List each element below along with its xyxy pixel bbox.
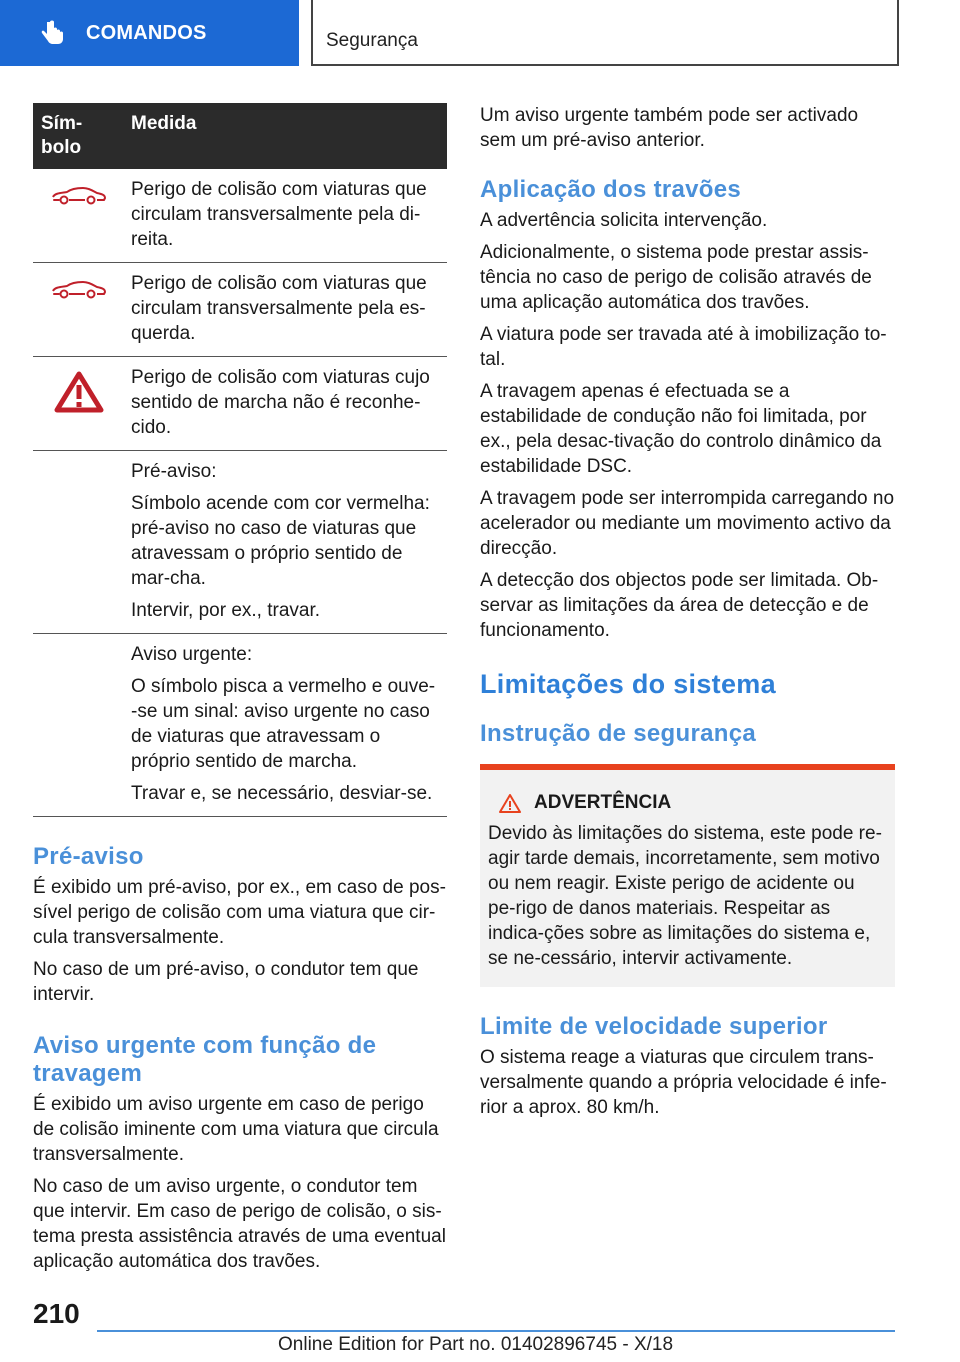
paragraph: É exibido um pré-aviso, por ex., em caso de pos-sível perigo de colisão com uma viatura que cir-cula transversalmente. (33, 877, 446, 948)
col-header-symbol-1: Sím- (41, 113, 83, 134)
warning-triangle-icon (54, 371, 104, 413)
left-column (33, 103, 447, 1281)
paragraph: O sistema reage a viaturas que circulem trans-versalmente quando a própria velocidade é infe-rior a aprox. 80 km/h. (480, 1047, 887, 1118)
table-row (33, 357, 447, 451)
heading-instrucao-seguranca: Instrução de segurança (480, 720, 757, 747)
chapter-tab[interactable] (0, 0, 299, 66)
right-column (480, 103, 895, 1127)
warning-triangle-icon (498, 793, 522, 814)
heading-aplicacao-travoes: Aplicação dos travões (480, 176, 742, 203)
paragraph: É exibido um aviso urgente em caso de perigo de colisão iminente com uma viatura que circula transversalmente. (33, 1094, 439, 1165)
row-text: Perigo de colisão com viaturas que circulam transversalmente pela di-reita. (131, 179, 427, 250)
col-header-symbol-2: bolo (41, 137, 82, 158)
car-cross-traffic-left-icon (49, 277, 109, 299)
heading-limitacoes: Limitações do sistema (480, 669, 776, 699)
paragraph: A detecção dos objectos pode ser limitada. Ob-servar as limitações da área de detecção e de funcionamento. (480, 570, 879, 641)
row-text: Intervir, por ex., travar. (131, 600, 321, 621)
paragraph: No caso de um pré-aviso, o condutor tem que intervir. (33, 959, 419, 1005)
table-row (33, 263, 447, 357)
table-row (33, 169, 447, 263)
paragraph: A advertência solicita intervenção. (480, 210, 768, 231)
col-header-symbol (33, 103, 123, 169)
paragraph: A travagem pode ser interrompida carregando no acelerador ou mediante um movimento activo da direcção. (480, 488, 895, 559)
section-label: Segurança (326, 30, 418, 51)
paragraph: A viatura pode ser travada até à imobilização to-tal. (480, 324, 887, 370)
warning-title: ADVERTÊNCIA (534, 792, 672, 813)
footer-divider (97, 1330, 895, 1332)
page-number: 210 (33, 1298, 80, 1329)
table-row (33, 634, 447, 817)
row-text: Aviso urgente: (131, 644, 253, 665)
heading-limite-velocidade: Limite de velocidade superior (480, 1013, 828, 1040)
chapter-label: COMANDOS (86, 21, 207, 44)
footer-edition: Online Edition for Part no. 01402896745 - X/18 (278, 1334, 674, 1355)
row-text: O símbolo pisca a vermelho e ouve--se um sinal: aviso urgente no caso de viaturas que atravessam o próprio sentido de marcha. (131, 676, 436, 772)
paragraph: A travagem apenas é efectuada se a estabilidade de condução não foi limitada, por ex., pela desac-tivação do controlo dinâmico da estabilidade DSC. (480, 381, 882, 477)
warning-box (480, 764, 895, 987)
col-header-measure: Medida (123, 103, 447, 169)
symbol-table (33, 103, 447, 817)
hand-pointer-icon (40, 20, 66, 46)
heading-aviso-urgente: Aviso urgente com função de travagem (33, 1032, 377, 1087)
row-text: Travar e, se necessário, desviar-se. (131, 783, 433, 804)
heading-preaviso: Pré-aviso (33, 843, 144, 870)
warning-text: Devido às limitações do sistema, este pode re-agir tarde demais, incorretamente, sem motivo ou nem reagir. Existe perigo de acidente ou pe-rigo de danos materiais. Respeitar as indica-ções sobre as limitações do sistema e, se ne-cessário, intervir activamente. (488, 823, 882, 969)
row-text: Perigo de colisão com viaturas cujo sentido de marcha não é reconhe-cido. (131, 367, 430, 438)
paragraph: Adicionalmente, o sistema pode prestar assis-tência no caso de perigo de colisão através de uma aplicação automática dos travões. (480, 242, 872, 313)
row-text: Pré-aviso: (131, 461, 217, 482)
section-header (311, 0, 899, 66)
paragraph: Um aviso urgente também pode ser activado sem um pré-aviso anterior. (480, 105, 859, 151)
table-row (33, 451, 447, 634)
paragraph: No caso de um aviso urgente, o condutor tem que intervir. Em caso de perigo de colisão, o sis-tema presta assistência através de uma eventual aplicação automática dos travões. (33, 1176, 446, 1272)
row-text: Perigo de colisão com viaturas que circulam transversalmente pela es-querda. (131, 273, 427, 344)
car-cross-traffic-right-icon (49, 183, 109, 205)
table-header-row (33, 103, 447, 169)
row-text: Símbolo acende com cor vermelha: pré-aviso no caso de viaturas que atravessam o próprio sentido de mar-cha. (131, 493, 430, 589)
